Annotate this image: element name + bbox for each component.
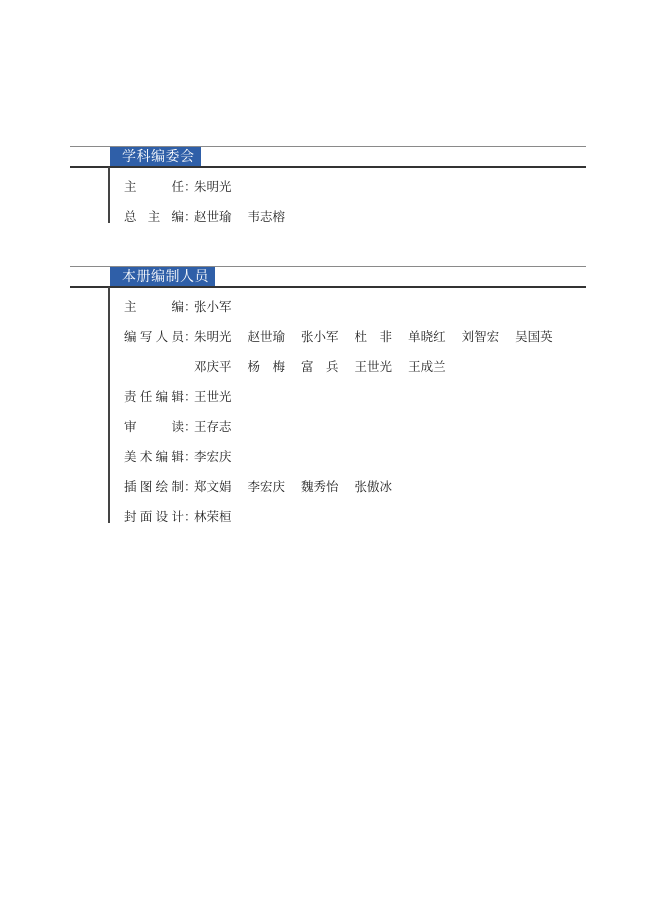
row-label bbox=[124, 507, 184, 527]
committee-rule-bottom bbox=[70, 166, 586, 168]
label-char: 编 bbox=[171, 209, 184, 224]
person-name: 李宏庆 bbox=[247, 479, 286, 494]
person-name: 朱明光 bbox=[194, 329, 232, 344]
staff-row-writers bbox=[124, 327, 569, 347]
label-char: 任 bbox=[171, 179, 184, 194]
label-char: 写 bbox=[139, 329, 153, 344]
row-names bbox=[194, 177, 248, 197]
label-char: 主 bbox=[124, 179, 137, 194]
row-names bbox=[194, 477, 408, 497]
row-names bbox=[194, 297, 248, 317]
person-name: 富 兵 bbox=[301, 359, 339, 374]
label-colon: ： bbox=[184, 419, 197, 434]
person-name: 杜 非 bbox=[354, 329, 393, 344]
label-char: 图 bbox=[139, 479, 153, 494]
row-label bbox=[124, 387, 184, 407]
label-colon: ： bbox=[184, 479, 197, 494]
person-name: 赵世瑜 bbox=[194, 209, 232, 224]
person-name: 张小军 bbox=[301, 329, 339, 344]
person-name: 林荣桓 bbox=[194, 509, 232, 524]
committee-row-chief bbox=[124, 177, 248, 197]
person-name: 李宏庆 bbox=[194, 449, 232, 464]
staff-row-chief-editor bbox=[124, 297, 248, 317]
person-name: 赵世瑜 bbox=[247, 329, 286, 344]
person-name: 王成兰 bbox=[408, 359, 446, 374]
row-label bbox=[124, 297, 184, 317]
label-colon-empty bbox=[184, 357, 194, 377]
row-names bbox=[194, 387, 248, 407]
row-names bbox=[194, 327, 569, 347]
label-char: 总 bbox=[124, 209, 137, 224]
staff-row-responsible-editor bbox=[124, 387, 248, 407]
committee-row-general-editor bbox=[124, 207, 301, 227]
label-char: 任 bbox=[139, 389, 153, 404]
staff-row-cover-design bbox=[124, 507, 248, 527]
label-char: 编 bbox=[155, 389, 169, 404]
label-colon: ： bbox=[184, 299, 197, 314]
label-char: 绘 bbox=[155, 479, 169, 494]
person-name: 单晓红 bbox=[408, 329, 446, 344]
label-char: 设 bbox=[155, 509, 169, 524]
label-char: 美 bbox=[124, 449, 137, 464]
label-char: 编 bbox=[171, 299, 184, 314]
label-char: 插 bbox=[124, 479, 137, 494]
person-name: 王存志 bbox=[194, 419, 232, 434]
staff-row-illustrators bbox=[124, 477, 408, 497]
label-char: 员 bbox=[171, 329, 184, 344]
person-name: 魏秀怡 bbox=[301, 479, 339, 494]
staff-row-writers-continued bbox=[124, 357, 462, 377]
row-names bbox=[194, 447, 248, 467]
staff-rule-bottom bbox=[70, 286, 586, 288]
label-colon: ： bbox=[184, 389, 197, 404]
label-char: 主 bbox=[124, 299, 137, 314]
person-name: 张小军 bbox=[194, 299, 232, 314]
label-colon: ： bbox=[184, 449, 197, 464]
committee-title: 学科编委会 bbox=[110, 147, 201, 167]
label-char: 人 bbox=[155, 329, 169, 344]
person-name: 吴国英 bbox=[515, 329, 553, 344]
label-char: 术 bbox=[139, 449, 153, 464]
row-label bbox=[124, 417, 184, 437]
label-char: 辑 bbox=[171, 389, 184, 404]
staff-vertical-rule bbox=[108, 287, 110, 523]
person-name: 王世光 bbox=[194, 389, 232, 404]
label-char: 审 bbox=[124, 419, 137, 434]
row-label bbox=[124, 327, 184, 347]
person-name: 朱明光 bbox=[194, 179, 232, 194]
row-names bbox=[194, 207, 301, 227]
label-colon: ： bbox=[184, 209, 197, 224]
row-label bbox=[124, 207, 184, 227]
label-colon: ： bbox=[184, 509, 197, 524]
row-label bbox=[124, 477, 184, 497]
person-name: 王世光 bbox=[354, 359, 393, 374]
row-label-empty bbox=[124, 357, 184, 377]
person-name: 韦志榕 bbox=[247, 209, 286, 224]
label-char: 责 bbox=[124, 389, 137, 404]
label-colon: ： bbox=[184, 179, 197, 194]
committee-vertical-rule bbox=[108, 167, 110, 223]
row-names bbox=[194, 417, 248, 437]
person-name: 邓庆平 bbox=[194, 359, 232, 374]
row-label bbox=[124, 177, 184, 197]
label-char: 制 bbox=[171, 479, 184, 494]
label-char: 编 bbox=[124, 329, 137, 344]
row-names bbox=[194, 507, 248, 527]
person-name: 刘智宏 bbox=[461, 329, 500, 344]
label-char: 封 bbox=[124, 509, 137, 524]
label-colon: ： bbox=[184, 329, 197, 344]
person-name: 杨 梅 bbox=[247, 359, 286, 374]
label-char: 读 bbox=[171, 419, 184, 434]
staff-row-reviewer bbox=[124, 417, 248, 437]
staff-title: 本册编制人员 bbox=[110, 267, 215, 287]
row-names bbox=[194, 357, 462, 377]
label-char: 主 bbox=[147, 209, 161, 224]
person-name: 郑文娟 bbox=[194, 479, 232, 494]
label-char: 辑 bbox=[171, 449, 184, 464]
row-label bbox=[124, 447, 184, 467]
label-char: 计 bbox=[171, 509, 184, 524]
staff-row-art-editor bbox=[124, 447, 248, 467]
label-char: 编 bbox=[155, 449, 169, 464]
label-char: 面 bbox=[139, 509, 153, 524]
person-name: 张傲冰 bbox=[354, 479, 393, 494]
